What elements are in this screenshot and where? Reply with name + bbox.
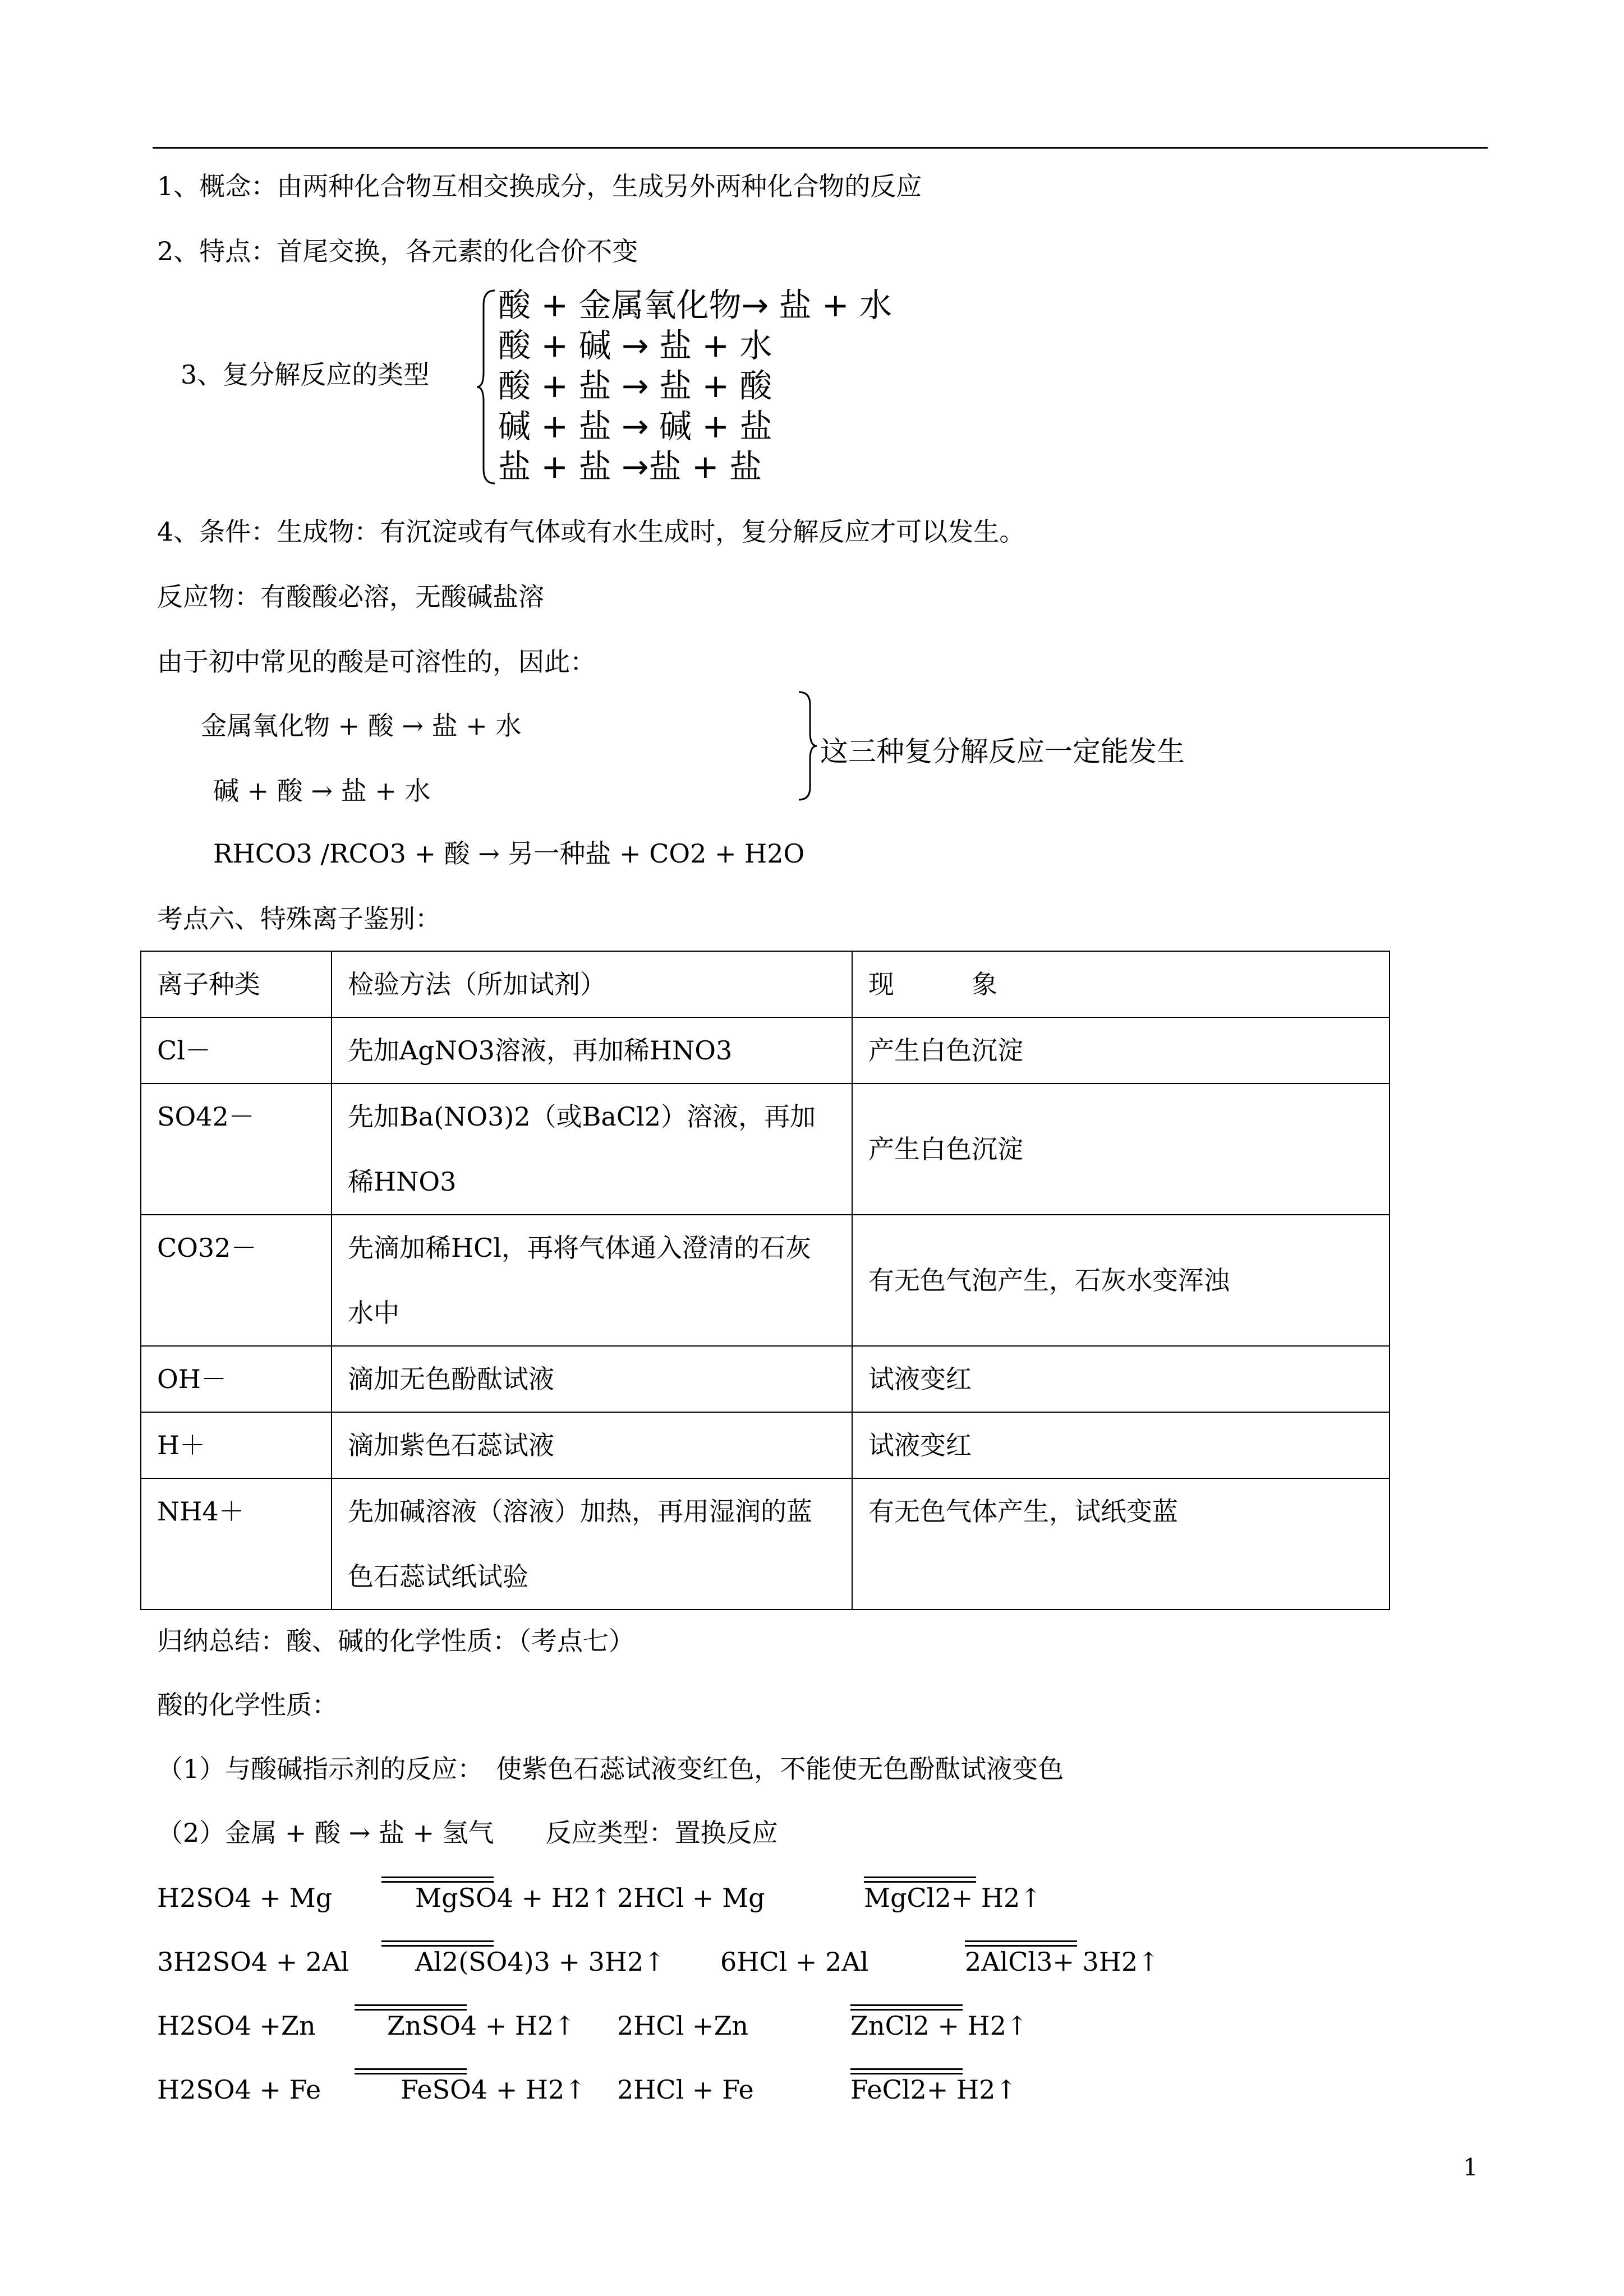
right-brace-icon	[795, 690, 818, 802]
phenomenon-cell: 有无色气泡产生，石灰水变浑浊	[852, 1215, 1390, 1346]
reaction-products: 2AlCl3+ 3H2↑	[965, 1947, 1160, 1977]
reaction-products: ZnSO4 + H2↑	[387, 2011, 576, 2041]
reaction-reactants: 2HCl + Fe	[617, 2074, 754, 2105]
reactant-line: 反应物：有酸酸必溶，无酸碱盐溶	[157, 582, 544, 612]
condition-line: 4、条件：生成物：有沉淀或有气体或有水生成时，复分解反应才可以发生。	[157, 517, 1025, 547]
reaction-reactants: 2HCl +Zn	[617, 2011, 749, 2041]
table-row	[141, 1017, 1390, 1084]
reaction-products: FeCl2+ H2↑	[850, 2074, 1017, 2105]
reaction-reactants: H2SO4 + Mg	[157, 1883, 333, 1913]
phenomenon-cell: 产生白色沉淀	[852, 1017, 1390, 1084]
header-phenomenon: 现 象	[852, 951, 1390, 1017]
acid-prop-1: （1）与酸碱指示剂的反应： 使紫色石蕊试液变红色，不能使无色酚酞试液变色	[157, 1754, 1064, 1784]
page-number: 1	[1463, 2154, 1478, 2181]
reaction-types-list	[498, 285, 892, 487]
ion-cell: OH－	[141, 1346, 332, 1412]
table-row	[141, 1346, 1390, 1412]
header-rule	[153, 147, 1488, 149]
types-label: 3、复分解反应的类型	[181, 359, 430, 390]
reaction-products: FeSO4 + H2↑	[401, 2074, 586, 2105]
equation-note: 这三种复分解反应一定能发生	[820, 735, 1185, 768]
table-row	[141, 1215, 1390, 1346]
reaction-reactants: 2HCl + Mg	[617, 1883, 765, 1913]
ion-cell: H＋	[141, 1412, 332, 1478]
method-cell: 先加Ba(NO3)2（或BaCl2）溶液，再加稀HNO3	[332, 1084, 852, 1215]
ion-cell: NH4＋	[141, 1478, 332, 1610]
phenomenon-cell: 产生白色沉淀	[852, 1084, 1390, 1215]
method-cell: 滴加无色酚酞试液	[332, 1346, 852, 1412]
header-method: 检验方法（所加试剂）	[332, 951, 852, 1017]
reaction-reactants: H2SO4 + Fe	[157, 2074, 321, 2105]
method-cell: 滴加紫色石蕊试液	[332, 1412, 852, 1478]
reaction-products: MgSO4 + H2↑	[415, 1883, 612, 1913]
header-ion: 离子种类	[141, 951, 332, 1017]
equation-base-acid: 碱 + 酸 → 盐 + 水	[213, 776, 431, 806]
kaodian6-heading: 考点六、特殊离子鉴别：	[157, 903, 441, 934]
equals-bar	[381, 1940, 494, 1942]
table-header-row	[141, 951, 1390, 1017]
equals-bar	[355, 2068, 467, 2070]
ion-cell: CO32－	[141, 1215, 332, 1346]
feature-line: 2、特点：首尾交换，各元素的化合价不变	[157, 236, 638, 266]
reaction-products: MgCl2+ H2↑	[864, 1883, 1042, 1913]
table-row	[141, 1084, 1390, 1215]
equation-metal-oxide: 金属氧化物 + 酸 → 盐 + 水	[201, 711, 522, 741]
type-item: 碱 + 盐 → 碱 + 盐	[498, 407, 772, 445]
phenomenon-cell: 有无色气体产生，试纸变蓝	[852, 1478, 1390, 1610]
equals-bar	[850, 2068, 963, 2070]
left-brace-icon	[476, 288, 498, 486]
summary-line: 归纳总结：酸、碱的化学性质：（考点七）	[157, 1626, 634, 1656]
ion-cell: Cl－	[141, 1017, 332, 1084]
reaction-products: ZnCl2 + H2↑	[850, 2011, 1028, 2041]
method-cell: 先加碱溶液（溶液）加热，再用湿润的蓝色石蕊试纸试验	[332, 1478, 852, 1610]
acid-prop-2: （2）金属 + 酸 → 盐 + 氢气 反应类型：置换反应	[157, 1818, 778, 1848]
concept-line: 1、概念：由两种化合物互相交换成分，生成另外两种化合物的反应	[157, 171, 922, 201]
phenomenon-cell: 试液变红	[852, 1412, 1390, 1478]
method-cell: 先滴加稀HCl，再将气体通入澄清的石灰水中	[332, 1215, 852, 1346]
reaction-products: Al2(SO4)3 + 3H2↑	[415, 1947, 665, 1977]
equals-bar	[381, 1877, 494, 1878]
equals-bar	[864, 1877, 976, 1878]
phenomenon-cell: 试液变红	[852, 1346, 1390, 1412]
method-cell: 先加AgNO3溶液，再加稀HNO3	[332, 1017, 852, 1084]
equation-carbonate: RHCO3 /RCO3 + 酸 → 另一种盐 + CO2 + H2O	[213, 838, 805, 869]
ion-cell: SO42－	[141, 1084, 332, 1215]
reaction-reactants: 3H2SO4 + 2Al	[157, 1947, 349, 1977]
type-item: 酸 + 碱 → 盐 + 水	[498, 326, 772, 365]
type-item: 酸 + 金属氧化物→ 盐 + 水	[498, 286, 892, 324]
reaction-reactants: 6HCl + 2Al	[720, 1947, 869, 1977]
ion-identification-table	[140, 951, 1390, 1610]
equals-bar	[850, 2004, 963, 2006]
since-line: 由于初中常见的酸是可溶性的，因此：	[157, 647, 596, 677]
table-row	[141, 1412, 1390, 1478]
equals-bar	[965, 1940, 1077, 1942]
equals-bar	[355, 2004, 467, 2006]
type-item: 盐 + 盐 →盐 + 盐	[498, 448, 762, 486]
table-row	[141, 1478, 1390, 1610]
acid-props-heading: 酸的化学性质：	[157, 1690, 338, 1720]
type-item: 酸 + 盐 → 盐 + 酸	[498, 367, 772, 405]
reaction-reactants: H2SO4 +Zn	[157, 2011, 316, 2041]
